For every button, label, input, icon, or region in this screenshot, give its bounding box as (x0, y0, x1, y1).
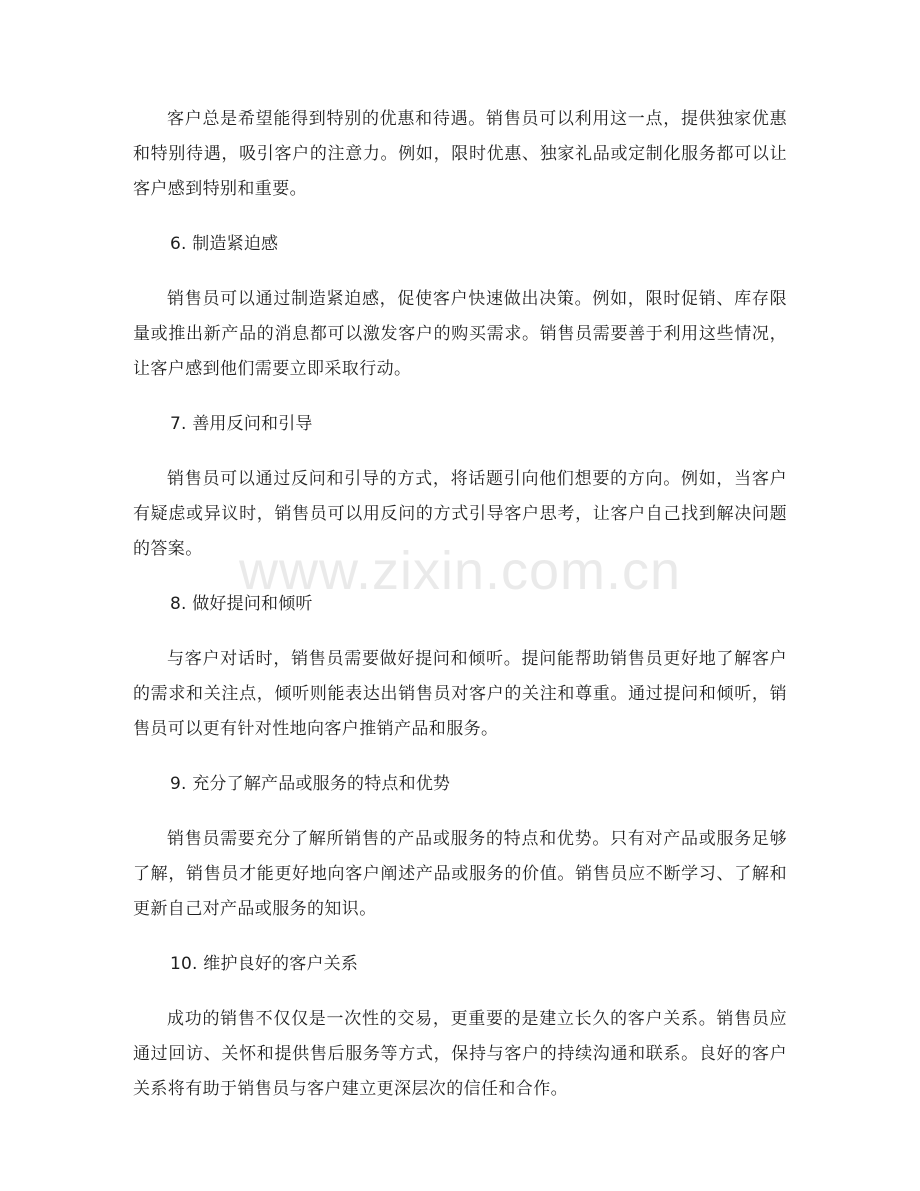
document-body (133, 102, 787, 1127)
heading-questioning-listening: 8. 做好提问和倾听 (170, 594, 313, 614)
paragraph-urgency: 销售员可以通过制造紧迫感，促使客户快速做出决策。例如，限时促销、库存限量或推出新产品的消息都可以激发客户的购买需求。销售员需要善于利用这些情况，让客户感到他们需要立即采取行动。 (133, 289, 787, 379)
paragraph-questioning-listening: 与客户对话时，销售员需要做好提问和倾听。提问能帮助销售员更好地了解客户的需求和关注点，倾听则能表达出销售员对客户的关注和尊重。通过提问和倾听，销售员可以更有针对性地向客户推销产品和服务。 (133, 649, 787, 739)
paragraph-product-knowledge: 销售员需要充分了解所销售的产品或服务的特点和优势。只有对产品或服务足够了解，销售员才能更好地向客户阐述产品或服务的价值。销售员应不断学习、了解和更新自己对产品或服务的知识。 (133, 829, 787, 919)
heading-customer-relationship: 10. 维护良好的客户关系 (170, 954, 359, 974)
watermark: www.zixin.com.cn (238, 541, 682, 601)
paragraph-customer-relationship: 成功的销售不仅仅是一次性的交易，更重要的是建立长久的客户关系。销售员应通过回访、关怀和提供售后服务等方式，保持与客户的持续沟通和联系。良好的客户关系将有助于销售员与客户建立更深层次的信任和合作。 (133, 1009, 787, 1099)
heading-urgency: 6. 制造紧迫感 (170, 234, 279, 254)
paragraph-rhetorical-questions: 销售员可以通过反问和引导的方式，将话题引向他们想要的方向。例如，当客户有疑虑或异议时，销售员可以用反问的方式引导客户思考，让客户自己找到解决问题的答案。 (133, 469, 787, 559)
paragraph-intro-offers: 客户总是希望能得到特别的优惠和待遇。销售员可以利用这一点，提供独家优惠和特别待遇，吸引客户的注意力。例如，限时优惠、独家礼品或定制化服务都可以让客户感到特别和重要。 (133, 109, 787, 199)
heading-rhetorical-questions: 7. 善用反问和引导 (170, 414, 313, 434)
heading-product-knowledge: 9. 充分了解产品或服务的特点和优势 (170, 774, 451, 794)
